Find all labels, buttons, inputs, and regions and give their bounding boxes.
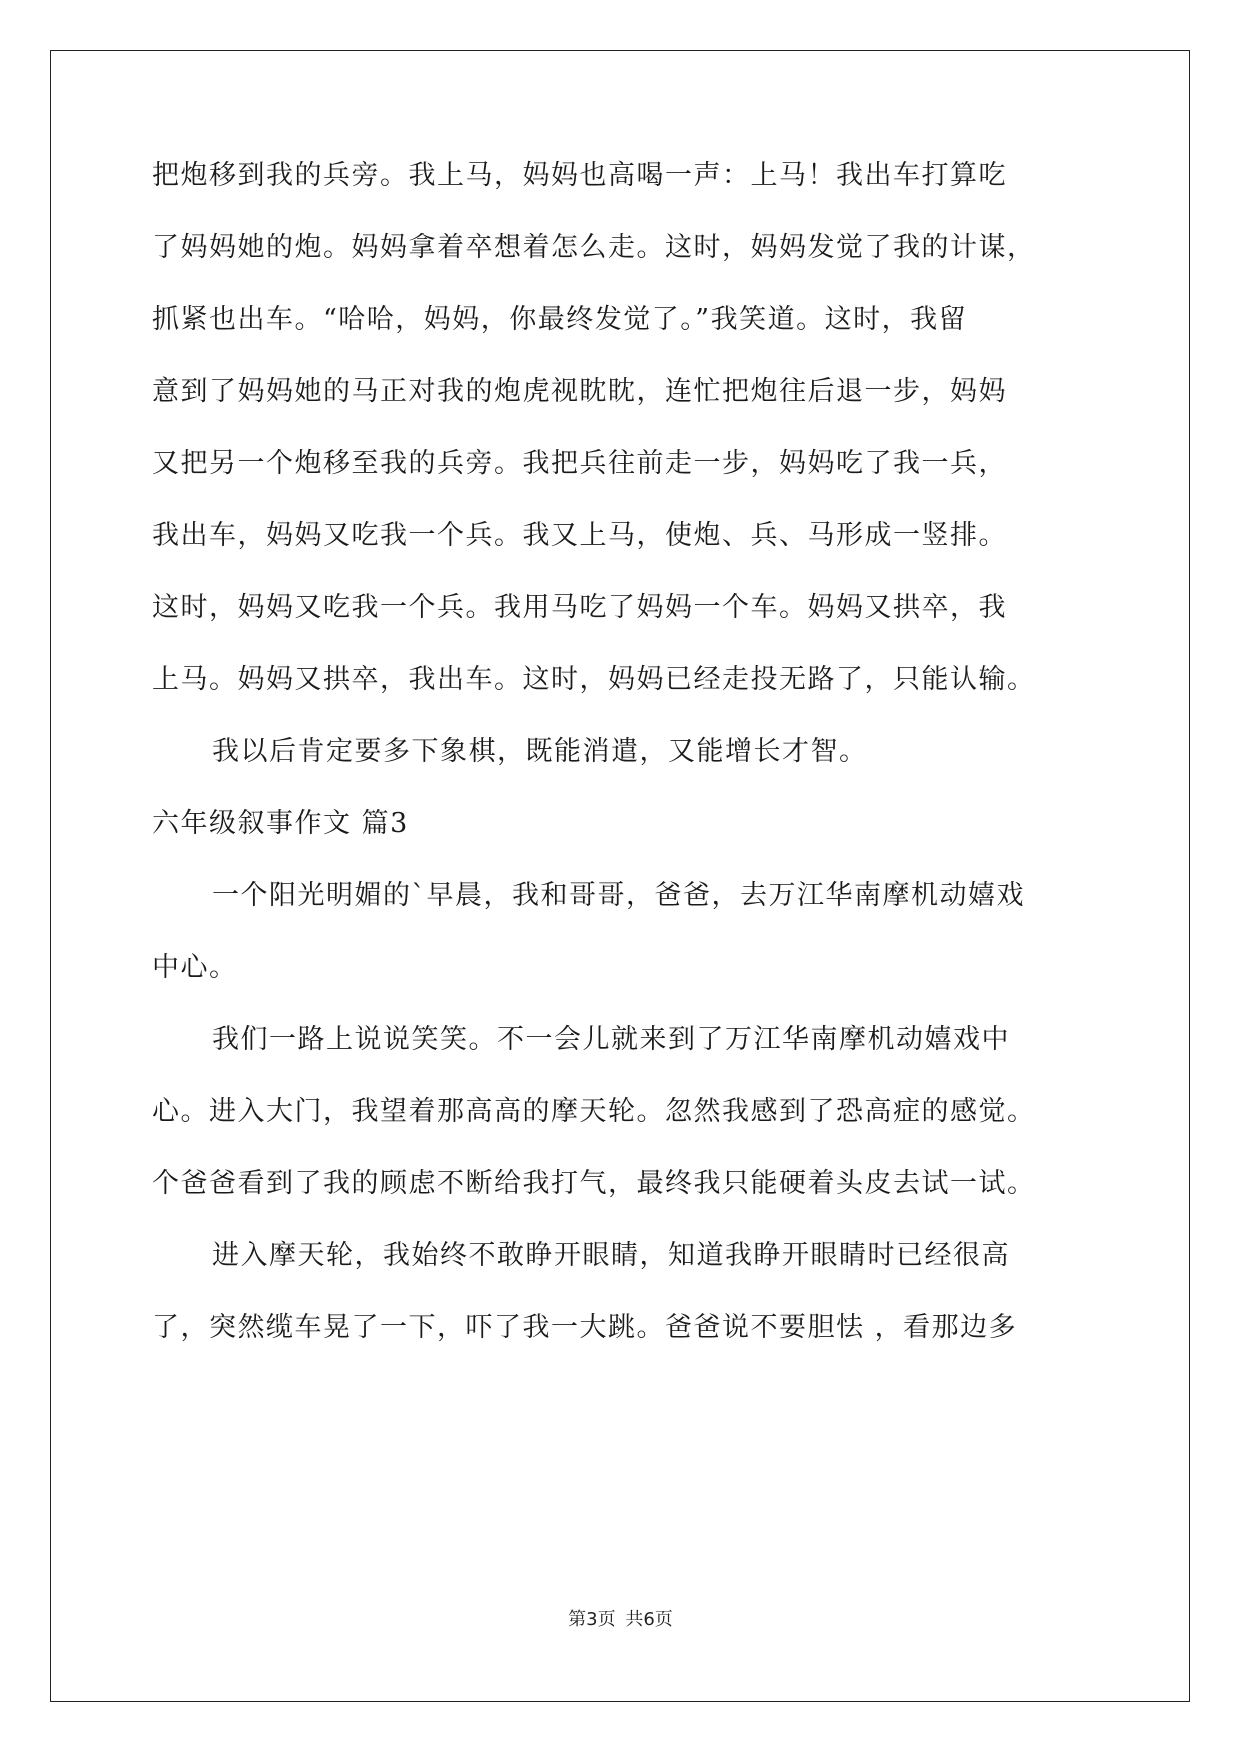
text-line: 我以后肯定要多下象棋，既能消遣，又能增长才智。 [212, 736, 868, 767]
text-line: 这时，妈妈又吃我一个兵。我用马吃了妈妈一个车。妈妈又拱卒，我 [152, 592, 1007, 623]
text-line: 个爸爸看到了我的顾虑不断给我打气，最终我只能硬着头皮去试一试。 [152, 1168, 1036, 1199]
text-line: 中心。 [152, 952, 238, 983]
page-number-footer: 第3页 共6页 [568, 1609, 673, 1630]
section-heading: 六年级叙事作文 篇3 [152, 808, 409, 839]
text-line: 我出车，妈妈又吃我一个兵。我又上马，使炮、兵、马形成一竖排。 [152, 520, 1007, 551]
text-line: 了，突然缆车晃了一下，吓了我一大跳。爸爸说不要胆怯 ，看那边多 [152, 1312, 1018, 1343]
text-line: 意到了妈妈她的马正对我的炮虎视眈眈，连忙把炮往后退一步，妈妈 [152, 376, 1007, 407]
page-border [50, 50, 1190, 1702]
text-line: 了妈妈她的炮。妈妈拿着卒想着怎么走。这时，妈妈发觉了我的计谋， [152, 232, 1036, 263]
text-line: 抓紧也出车。“哈哈，妈妈，你最终发觉了。”我笑道。这时，我留 [152, 304, 968, 335]
text-line: 进入摩天轮，我始终不敢睁开眼睛，知道我睁开眼睛时已经很高 [212, 1240, 1010, 1271]
text-line: 心。进入大门，我望着那高高的摩天轮。忽然我感到了恐高症的感觉。 [152, 1096, 1036, 1127]
text-line: 把炮移到我的兵旁。我上马，妈妈也高喝一声：上马！我出车打算吃 [152, 160, 1007, 191]
text-line: 又把另一个炮移至我的兵旁。我把兵往前走一步，妈妈吃了我一兵， [152, 448, 1007, 479]
text-line: 我们一路上说说笑笑。不一会儿就来到了万江华南摩机动嬉戏中 [212, 1024, 1010, 1055]
text-line: 上马。妈妈又拱卒，我出车。这时，妈妈已经走投无路了，只能认输。 [152, 664, 1036, 695]
text-line: 一个阳光明媚的`早晨，我和哥哥，爸爸，去万江华南摩机动嬉戏 [212, 880, 1025, 911]
